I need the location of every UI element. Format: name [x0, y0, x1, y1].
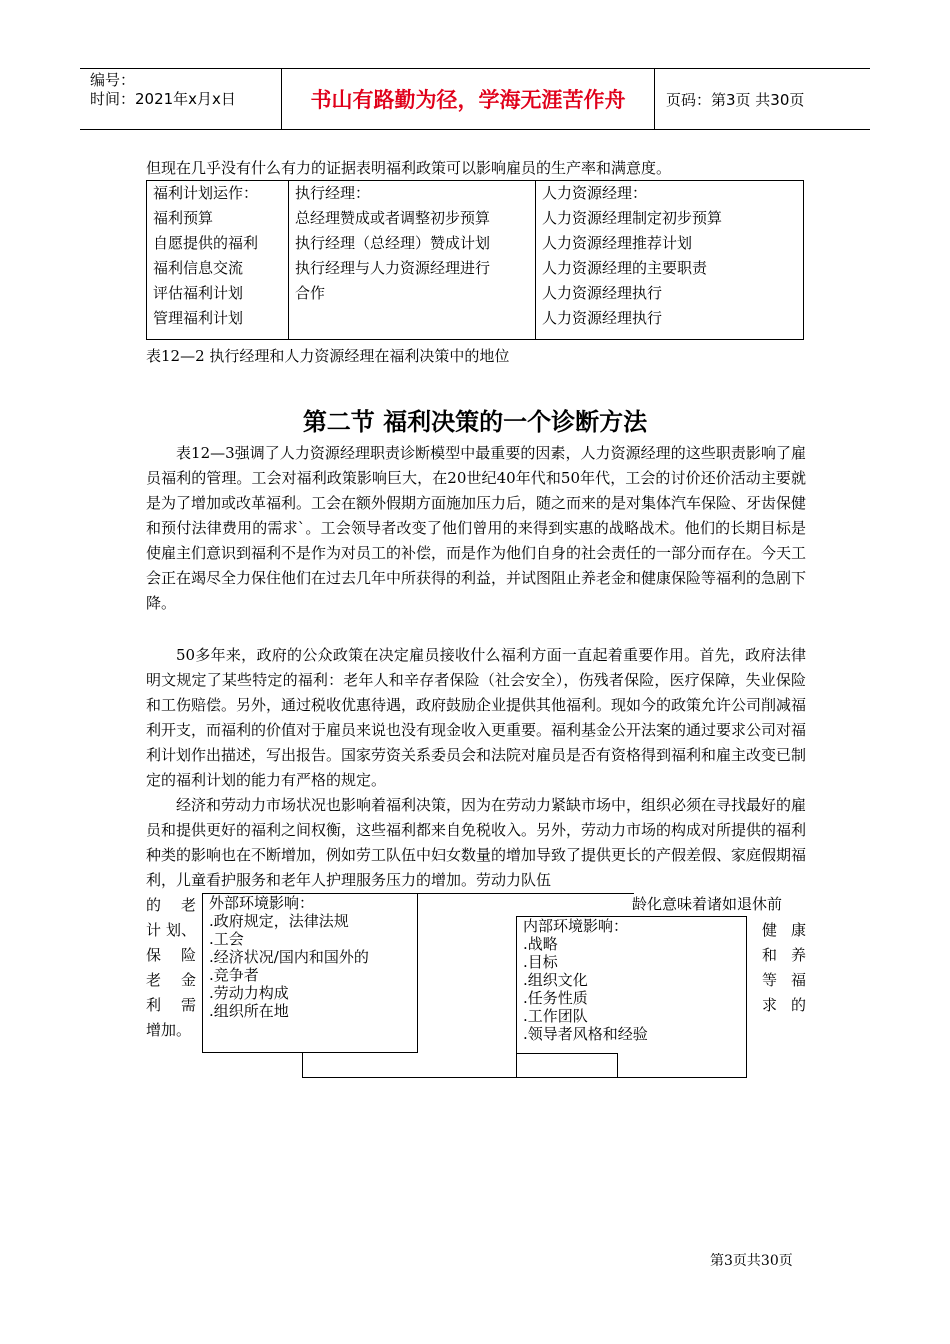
table-cell: 执行经理（总经理）赞成计划	[295, 234, 491, 252]
header-motto: 书山有路勤为径，学海无涯苦作舟	[282, 69, 655, 129]
table-cell: 人力资源经理推荐计划	[542, 234, 693, 252]
list-item: .劳动力构成	[209, 984, 289, 1002]
list-item: .战略	[523, 935, 558, 953]
list-item: .工会	[209, 930, 244, 948]
list-item: .工作团队	[523, 1007, 588, 1025]
table-caption: 表12—2 执行经理和人力资源经理在福利决策中的地位	[146, 347, 510, 365]
table-cell: 人力资源经理执行	[542, 309, 663, 327]
list-item: .任务性质	[523, 989, 588, 1007]
table-cell: 评估福利计划	[153, 284, 244, 302]
paragraph-government: 50多年来，政府的公众政策在决定雇员接收什么福利方面一直起着重要作用。首先，政府法律明文规定了某些特定的福利：老年人和辛存者保险（社会安全），伤残者保险，医疗保障，失业保险和工伤赔偿。另外，通过税收优惠待遇，政府鼓励企业提供其他福利。现如今的政策允许公司削减福利开支，而福利的价值对于雇员来说也没有现金收入更重要。福利基金公开法案的通过要求公司对福利计划作出描述，写出报告。国家劳资关系委员会和法院对雇员是否有资格得到福利和雇主改变已制定的福利计划的能力有严格的规定。	[146, 646, 807, 789]
table-cell: 自愿提供的福利	[153, 234, 259, 252]
diagram-line	[617, 1053, 618, 1078]
benefits-table	[146, 180, 804, 340]
box-title: 外部环境影响：	[209, 894, 315, 912]
list-item: .经济状况/国内和国外的	[209, 948, 369, 966]
table-cell: 合作	[295, 284, 326, 302]
header-page-number: 页码：第3页 共30页	[666, 90, 805, 109]
table-cell: 人力资源经理：	[542, 184, 648, 202]
diagram-line	[302, 1053, 303, 1078]
table-cell: 人力资源经理的主要职责	[542, 259, 708, 277]
paragraph-economy: 经济和劳动力市场状况也影响着福利决策，因为在劳动力紧缺市场中，组织必须在寻找最好的雇员和提供更好的福利之间权衡，这些福利都来自免税收入。另外，劳动力市场的构成对所提供的福利种类的影响也在不断增加，例如劳工队伍中妇女数量的增加导致了提供更长的产假差假、家庭假期福利，儿童看护服务和老年人护理服务压力的增加。劳动力队伍	[146, 796, 807, 889]
header-number: 编号：	[90, 71, 136, 89]
table-cell: 人力资源经理执行	[542, 284, 663, 302]
page-footer: 第3页共30页	[710, 1253, 793, 1269]
table-cell: 总经理赞成或者调整初步预算	[295, 209, 491, 227]
paragraph-unions: 表12—3强调了人力资源经理职责诊断模型中最重要的因素，人力资源经理的这些职责影响了雇员福利的管理。工会对福利政策影响巨大，在20世纪40年代和50年代，工会的讨价还价活动主要就是为了增加或改革福利。工会在额外假期方面施加压力后，随之而来的是对集体汽车保险、牙齿保健和预付法律费用的需求`。工会领导者改变了他们曾用的来得到实惠的战略战术。他们的长期目标是使雇主们意识到福利不是作为对员工的补偿，而是作为他们自身的社会责任的一部分而存在。今天工会正在竭尽全力保住他们在过去几年中所获得的利益，并试图阻止养老金和健康保险等福利的急剧下降。	[146, 444, 807, 612]
table-cell: 执行经理与人力资源经理进行	[295, 259, 491, 277]
wrap-text-right: 健 康 和 养 等 福 求 的	[762, 921, 806, 1014]
table-cell: 管理福利计划	[153, 309, 244, 327]
page-header	[80, 68, 870, 130]
external-environment-box	[202, 893, 418, 1053]
list-item: .政府规定，法律法规	[209, 912, 349, 930]
box-title: 内部环境影响：	[523, 917, 629, 935]
list-item: .领导者风格和经验	[523, 1025, 648, 1043]
section-title: 第二节 福利决策的一个诊断方法	[302, 408, 648, 436]
table-cell: 人力资源经理制定初步预算	[542, 209, 723, 227]
table-cell: 福利信息交流	[153, 259, 244, 277]
wrap-text-top-right: 龄化意味着诸如退休前	[632, 895, 783, 913]
list-item: .目标	[523, 953, 558, 971]
header-meta	[80, 69, 282, 129]
intro-line: 但现在几乎没有什么有力的证据表明福利政策可以影响雇员的生产率和满意度。	[146, 159, 672, 177]
diagram-line	[418, 893, 634, 894]
diagram-line	[516, 1053, 618, 1054]
list-item: .组织文化	[523, 971, 588, 989]
list-item: .竞争者	[209, 966, 259, 984]
table-cell: 福利计划运作：	[153, 184, 259, 202]
header-time: 时间：2021年x月x日	[90, 90, 236, 108]
table-cell: 执行经理：	[295, 184, 371, 202]
diagram-line	[302, 1077, 747, 1078]
table-column-operations	[147, 181, 289, 339]
list-item: .组织所在地	[209, 1002, 289, 1020]
table-column-executive	[289, 181, 536, 339]
table-cell: 福利预算	[153, 209, 214, 227]
wrap-text-left: 的 老 计 划、 保 险 老 金 利 需 增加。	[146, 896, 196, 1039]
table-column-hr	[536, 181, 803, 339]
